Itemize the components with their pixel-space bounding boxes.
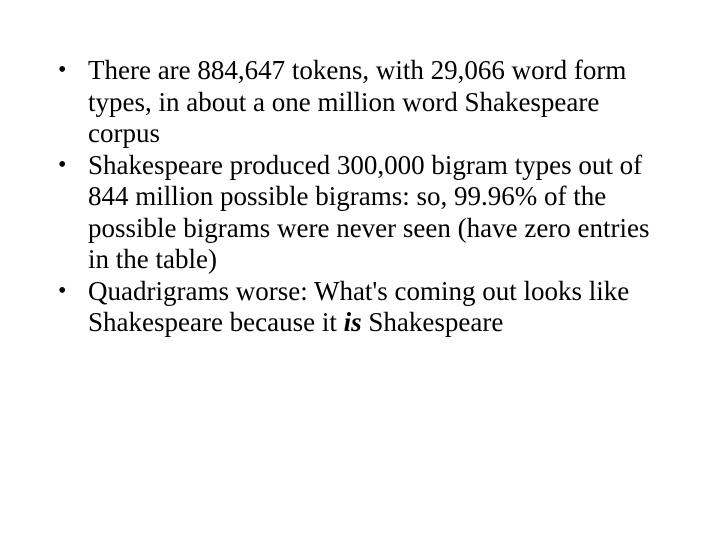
bullet-text: Shakespeare produced 300,000 bigram types out of 844 million possible bigrams: so, 99.96% of the possible bigrams were never seen (have zero entries in the table) bbox=[88, 149, 650, 274]
bullet-item-quadrigrams bbox=[58, 276, 668, 339]
bullet-marker: • bbox=[58, 151, 67, 178]
bullet-text-before: Quadrigrams worse: What's coming out looks like Shakespeare because it bbox=[88, 275, 630, 337]
bullet-marker: • bbox=[58, 277, 67, 304]
bullet-marker: • bbox=[58, 57, 67, 83]
bullet-list bbox=[58, 55, 668, 339]
bullet-text: There are 884,647 tokens, with 29,066 word form types, in about a one million word Shakespeare corpus bbox=[88, 55, 627, 148]
bullet-text bbox=[88, 276, 629, 338]
bullet-text-after: Shakespeare bbox=[361, 307, 504, 337]
bullet-item-bigrams bbox=[58, 150, 668, 276]
bullet-text-emphasis: is bbox=[343, 307, 362, 337]
bullet-item-tokens bbox=[58, 55, 668, 150]
